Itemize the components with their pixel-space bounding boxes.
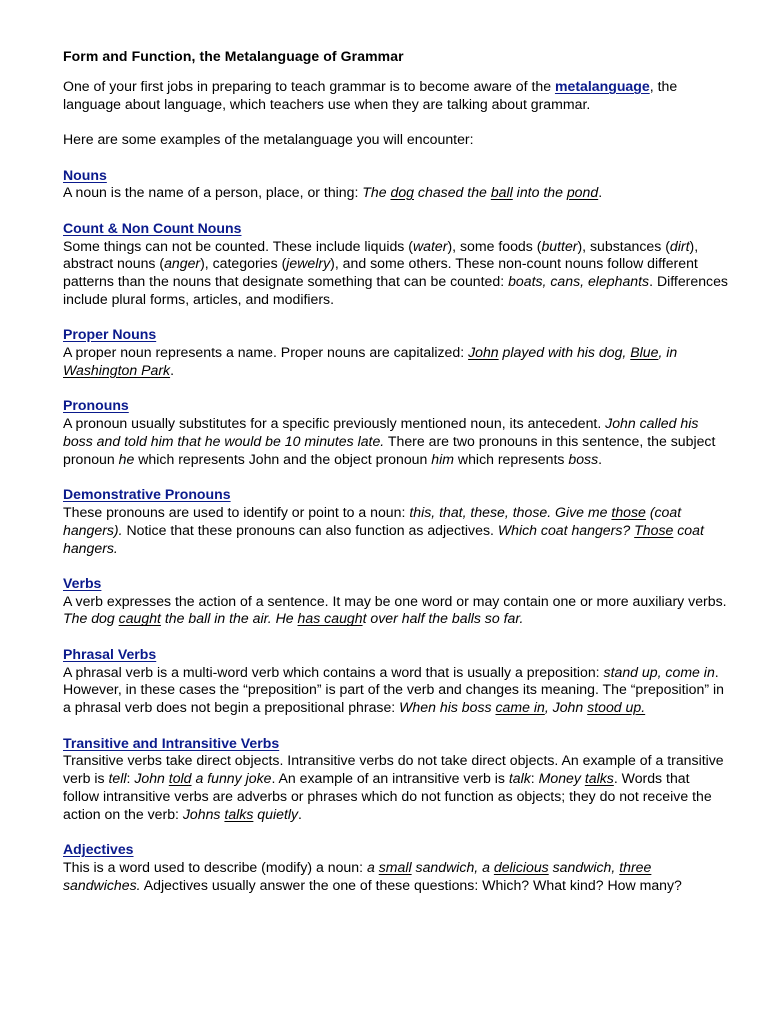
example-term-wrapper [379,859,412,875]
section-body [63,593,728,629]
example-term: John [468,344,499,361]
body-text: These pronouns are used to identify or point to a noun: [63,503,410,520]
example-term-wrapper [634,522,673,538]
example-term: pond [566,184,599,201]
example-text: jewelry [286,255,331,272]
section-heading-nouns[interactable]: Nouns [63,166,107,183]
example-term: talks [224,805,254,822]
section-transitive-and-intransitive-verbs [63,735,728,824]
example-term: delicious [493,859,549,876]
body-text: A proper noun represents a name. Proper nouns are capitalized: [63,344,469,361]
example-text: stand up, come in [603,663,715,680]
example-term-wrapper [63,362,170,378]
body-text: ), categories ( [200,255,287,272]
body-text: A verb expresses the action of a sentence. It may be one word or may contain one or more auxiliary verbs. [63,592,727,609]
body-text: which represents [454,450,569,467]
body-text: A phrasal verb is a multi-word verb which contains a word that is usually a preposition: [63,663,604,680]
example-text: a [366,859,379,876]
example-term-wrapper [495,699,544,715]
example-term: stood up. [587,699,646,716]
body-text: . An example of an intransitive verb is [271,770,509,787]
section-body [63,504,728,557]
example-term-wrapper [494,859,549,875]
body-text: Some things can not be counted. These include liquids ( [63,237,413,254]
example-term: dog [390,184,415,201]
example-term: ball [490,184,513,201]
body-text: A pronoun usually substitutes for a specific previously mentioned noun, its antecedent. [63,415,606,432]
example-term: Those [634,521,674,538]
example-text: into the [512,184,567,201]
example-text: Which coat hangers? [497,521,635,538]
section-heading-count-and-non-count-nouns[interactable]: Count & Non Count Nouns [63,219,242,236]
example-text: tell [108,770,127,787]
example-text: sandwich, [548,859,620,876]
section-body [63,184,728,202]
example-text: sandwich, a [411,859,494,876]
section-heading-adjectives[interactable]: Adjectives [63,841,134,858]
section-verbs [63,575,728,628]
example-term-wrapper [468,344,499,360]
body-text: . [298,805,302,822]
body-text: . [598,450,603,467]
section-count-and-non-count-nouns [63,220,728,309]
section-heading-verbs[interactable]: Verbs [63,574,102,591]
example-term-wrapper [391,184,415,200]
example-text: boss [568,450,599,467]
example-text: John called his boss and told him that he would be 10 minutes late. [63,415,699,449]
body-text: ), and some others. These non-count nouns follow different patterns than the nouns that designate something that can be counted: [63,255,698,290]
body-text: : [530,770,539,787]
example-text: When his boss [399,699,496,716]
example-text: played with his dog, [498,344,631,361]
example-text: quietly [253,805,299,822]
example-text: , in [658,344,678,361]
example-term-wrapper [491,184,513,200]
example-text: John [134,770,169,787]
example-text: anger [164,255,201,272]
example-text: he [118,450,135,467]
body-text: ), abstract nouns ( [63,237,699,272]
example-term-wrapper [630,344,658,360]
example-term: caught [118,610,161,627]
body-text: . [170,361,174,378]
section-adjectives [63,841,728,894]
example-term-wrapper [298,610,363,626]
sections-container [63,167,728,895]
example-term-wrapper [587,699,645,715]
section-body [63,238,728,309]
section-heading-proper-nouns[interactable]: Proper Nouns [63,326,157,343]
body-text: . Words that follow intransitive verbs are adverbs or phrases which do not function as objects; they do not receive the action on the verb: [63,770,712,822]
body-text: A noun is the name of a person, place, or thing: [63,184,363,201]
body-text: . [598,184,603,201]
section-body [63,752,728,823]
body-text: Adjectives usually answer the one of these questions: Which? What kind? How many? [140,876,682,893]
example-text: t over half the balls so far. [362,610,524,627]
section-nouns [63,167,728,203]
example-text: this, that, these, those. Give me [409,503,612,520]
section-body [63,344,728,380]
body-text: . However, in these cases the “preposition” is part of the verb and changes its meaning. The “preposition” in a phrasal verb does not begin a prepositional phrase: [63,663,724,716]
body-text: This is a word used to describe (modify) a noun: [63,859,367,876]
section-demonstrative-pronouns [63,486,728,557]
example-text: talk [508,770,531,787]
example-text: Johns [182,805,225,822]
example-term: came in [495,699,545,716]
body-text: Notice that these pronouns can also function as adjectives. [122,521,498,538]
section-heading-transitive-and-intransitive-verbs[interactable]: Transitive and Intransitive Verbs [63,734,280,751]
examples-intro-line: Here are some examples of the metalanguage you will encounter: [63,131,474,148]
example-term-wrapper [619,859,651,875]
example-term-wrapper [119,610,161,626]
example-term: Washington Park [63,361,171,378]
body-text: ), some foods ( [447,237,542,254]
section-heading-pronouns[interactable]: Pronouns [63,397,129,414]
example-text: The dog [63,610,119,627]
section-pronouns [63,397,728,468]
body-text: : [126,770,135,787]
body-text: . Differences include plural forms, articles, and modifiers. [63,273,728,307]
example-term-wrapper [224,806,253,822]
example-term: Blue [630,344,659,361]
example-text: butter [541,237,578,254]
example-text: sandwiches. [63,876,141,893]
example-text: coat hangers. [63,521,704,556]
example-text: a funny joke [191,770,272,787]
example-text: Money [538,770,585,787]
example-text: , John [544,699,588,716]
document-title: Form and Function, the Metalanguage of Grammar [63,48,404,64]
example-term: those [611,503,646,520]
intro-text-after: , the language about language, which teachers use when they are talking about grammar. [63,78,678,112]
intro-paragraph [63,78,728,114]
body-text: which represents John and the object pronoun [134,450,432,467]
intro-text-before: One of your first jobs in preparing to teach grammar is to become aware of the [63,78,555,94]
example-text: dirt [669,237,690,254]
section-body [63,415,728,468]
metalanguage-link[interactable]: metalanguage [554,78,650,94]
example-text: the ball in the air. He [160,610,298,627]
example-term: small [378,859,412,876]
example-text: boats, cans, elephants [508,273,650,290]
example-text: The [362,184,391,201]
example-term: told [168,770,192,787]
body-text: There are two pronouns in this sentence, the subject pronoun [63,432,716,467]
section-phrasal-verbs [63,646,728,717]
example-term-wrapper [585,770,614,786]
section-body [63,664,728,717]
example-term: talks [584,770,614,787]
example-text: him [431,450,454,467]
section-body [63,859,728,895]
section-heading-demonstrative-pronouns[interactable]: Demonstrative Pronouns [63,486,231,503]
example-text: chased the [414,184,491,201]
body-text: Transitive verbs take direct objects. Intransitive verbs do not take direct objects. An example of a transitive verb is [63,752,724,787]
example-term-wrapper [567,184,598,200]
example-term: has caugh [297,610,363,627]
example-term-wrapper [611,504,645,520]
example-term: three [619,859,652,876]
example-text: (coat hangers). [63,503,682,538]
section-proper-nouns [63,326,728,379]
example-term-wrapper [169,770,192,786]
example-text: water [412,237,448,254]
section-heading-phrasal-verbs[interactable]: Phrasal Verbs [63,645,157,662]
body-text: ), substances ( [577,237,670,254]
